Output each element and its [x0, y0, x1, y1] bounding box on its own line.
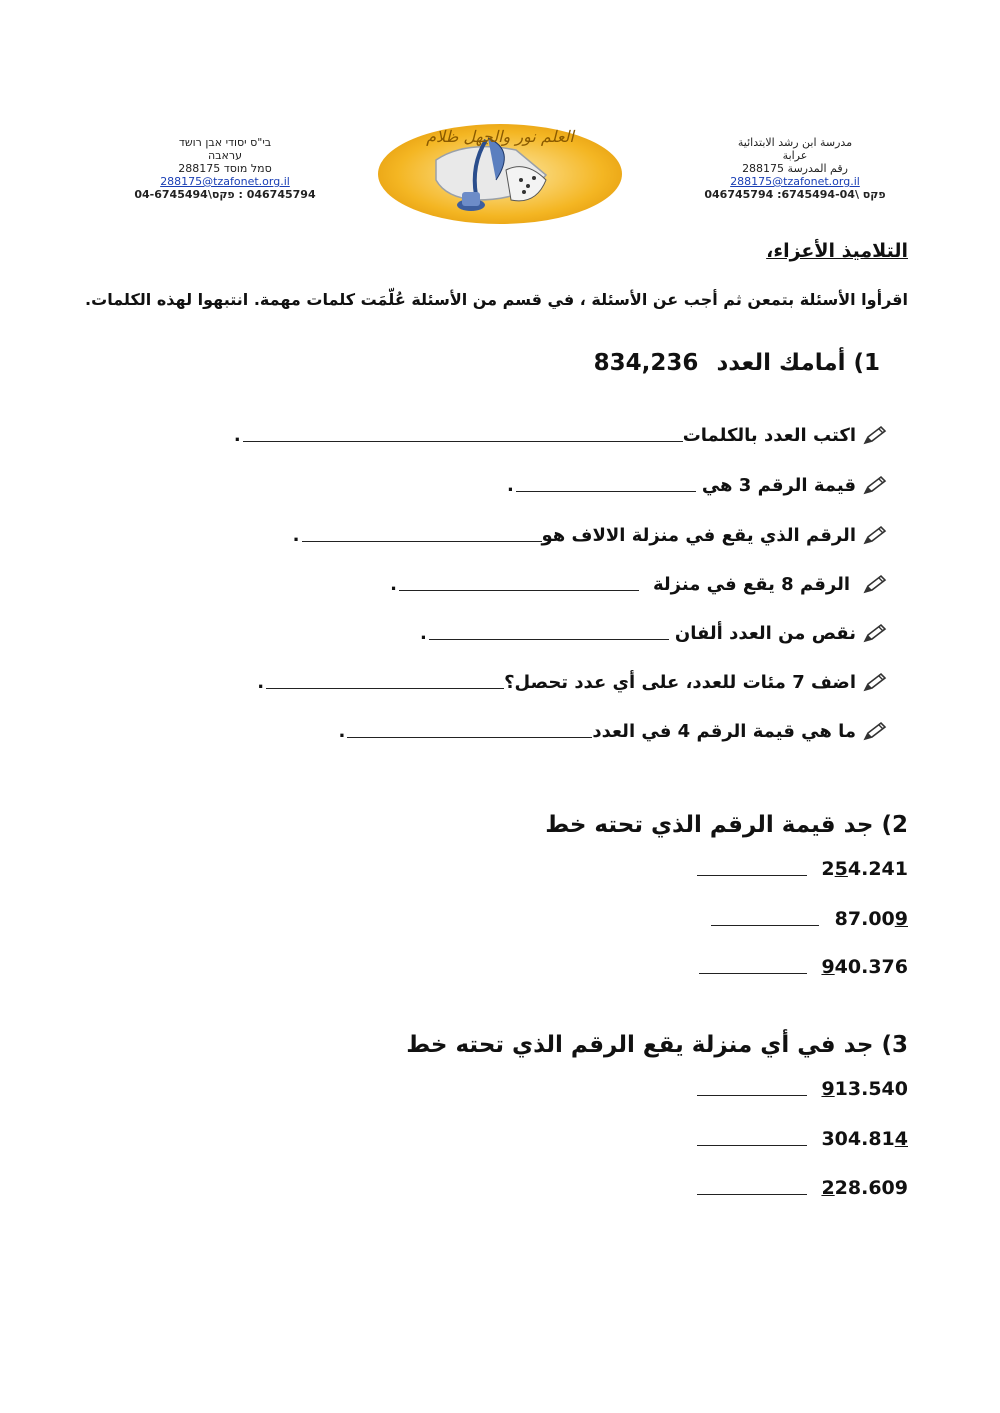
- q1-item-3-text: الرقم الذي يقع في منزلة الالاف هو: [541, 525, 856, 546]
- q3-row-2: [697, 1128, 908, 1150]
- q3-row-3-number: 228.609: [821, 1177, 908, 1199]
- school-header-hebrew: [120, 136, 330, 201]
- question-1-number: 834,236: [593, 350, 699, 376]
- q2-row-1: [697, 858, 908, 880]
- q1-item-1: اكتب العدد بالكلمات .: [232, 424, 888, 446]
- city-hebrew: עראבה: [208, 149, 242, 162]
- answer-blank[interactable]: [699, 973, 807, 974]
- question-1-label: 1) أمامك العدد: [716, 350, 880, 376]
- q1-item-4-text: الرقم 8 يقع في منزلة: [653, 574, 850, 595]
- question-1-title: [594, 350, 880, 376]
- q1-item-6: اضف 7 مئات للعدد، على أي عدد تحصل؟ .: [255, 671, 888, 693]
- pencil-icon: [862, 573, 888, 595]
- pencil-icon: [862, 622, 888, 644]
- pencil-icon: [862, 524, 888, 546]
- school-email-link[interactable]: 288175@tzafonet.org.il: [160, 175, 290, 188]
- q1-item-3: الرقم الذي يقع في منزلة الالاف هو .: [291, 524, 888, 546]
- q2-row-2: [711, 908, 908, 930]
- school-name-arabic: مدرسة ابن رشد الابتدائية: [737, 136, 853, 149]
- q1-item-2: قيمة الرقم 3 هي .: [505, 474, 888, 496]
- q3-row-2-number: 304.814: [821, 1128, 908, 1150]
- instructions: اقرأوا الأسئلة بتمعن ثم أجب عن الأسئلة ، في قسم من الأسئلة عُلّمَت كلمات مهمة. انتبهوا لهذه الكلمات.: [85, 290, 908, 309]
- q1-item-7-text: ما هي قيمة الرقم 4 في العدد: [592, 721, 856, 742]
- q1-item-7: ما هي قيمة الرقم 4 في العدد .: [337, 720, 888, 742]
- answer-blank[interactable]: [697, 1194, 807, 1195]
- school-logo: [376, 120, 624, 225]
- answer-blank[interactable]: [399, 589, 639, 591]
- school-phone-hebrew: 046745794 : פקס\04-6745494: [134, 188, 316, 201]
- school-name-hebrew: בי"ס יסודי אבן רושד: [178, 136, 272, 149]
- q1-item-2-text: قيمة الرقم 3 هي: [701, 475, 856, 496]
- answer-blank[interactable]: [243, 440, 683, 442]
- answer-blank[interactable]: [266, 687, 504, 689]
- q2-row-1-number: 254.241: [821, 858, 908, 880]
- school-code-arabic: رقم المدرسة 288175: [742, 162, 848, 175]
- answer-blank[interactable]: [697, 875, 807, 876]
- q1-item-4: الرقم 8 يقع في منزلة .: [388, 573, 888, 595]
- question-3-title: 3) جد في أي منزلة يقع الرقم الذي تحته خط: [406, 1032, 908, 1058]
- q1-item-5: نقص من العدد ألفان .: [418, 622, 888, 644]
- q1-item-1-text: اكتب العدد بالكلمات: [682, 425, 856, 446]
- answer-blank[interactable]: [347, 736, 592, 738]
- q3-row-1: [697, 1078, 908, 1100]
- q1-item-6-text: اضف 7 مئات للعدد، على أي عدد تحصل؟: [504, 672, 856, 693]
- q3-row-3: [697, 1177, 908, 1199]
- greeting: التلاميذ الأعزاء،: [766, 240, 908, 262]
- answer-blank[interactable]: [697, 1145, 807, 1146]
- answer-blank[interactable]: [302, 540, 542, 542]
- q3-row-1-number: 913.540: [821, 1078, 908, 1100]
- pencil-icon: [862, 474, 888, 496]
- pencil-icon: [862, 671, 888, 693]
- answer-blank[interactable]: [516, 490, 696, 492]
- school-phone-arabic: 046745794 :פקס \6745494-04: [704, 188, 886, 201]
- logo-motto: العلم نور والجهل ظلام: [426, 127, 574, 146]
- school-header-arabic: [690, 136, 900, 201]
- q2-row-3-number: 940.376: [821, 956, 908, 978]
- school-code-hebrew: סמל מוסד 288175: [178, 162, 272, 175]
- answer-blank[interactable]: [711, 925, 819, 926]
- q1-item-5-text: نقص من العدد ألفان: [674, 623, 856, 644]
- school-email-link-right[interactable]: 288175@tzafonet.org.il: [730, 175, 860, 188]
- answer-blank[interactable]: [429, 638, 669, 640]
- pencil-icon: [862, 424, 888, 446]
- answer-blank[interactable]: [697, 1095, 807, 1096]
- q2-row-2-number: 87.009: [834, 908, 908, 930]
- ink-quill-scroll-logo-icon: [376, 120, 624, 225]
- question-2-title: 2) جد قيمة الرقم الذي تحته خط: [545, 812, 908, 838]
- q2-row-3: [699, 956, 908, 978]
- pencil-icon: [862, 720, 888, 742]
- city-arabic: عرابة: [782, 149, 808, 162]
